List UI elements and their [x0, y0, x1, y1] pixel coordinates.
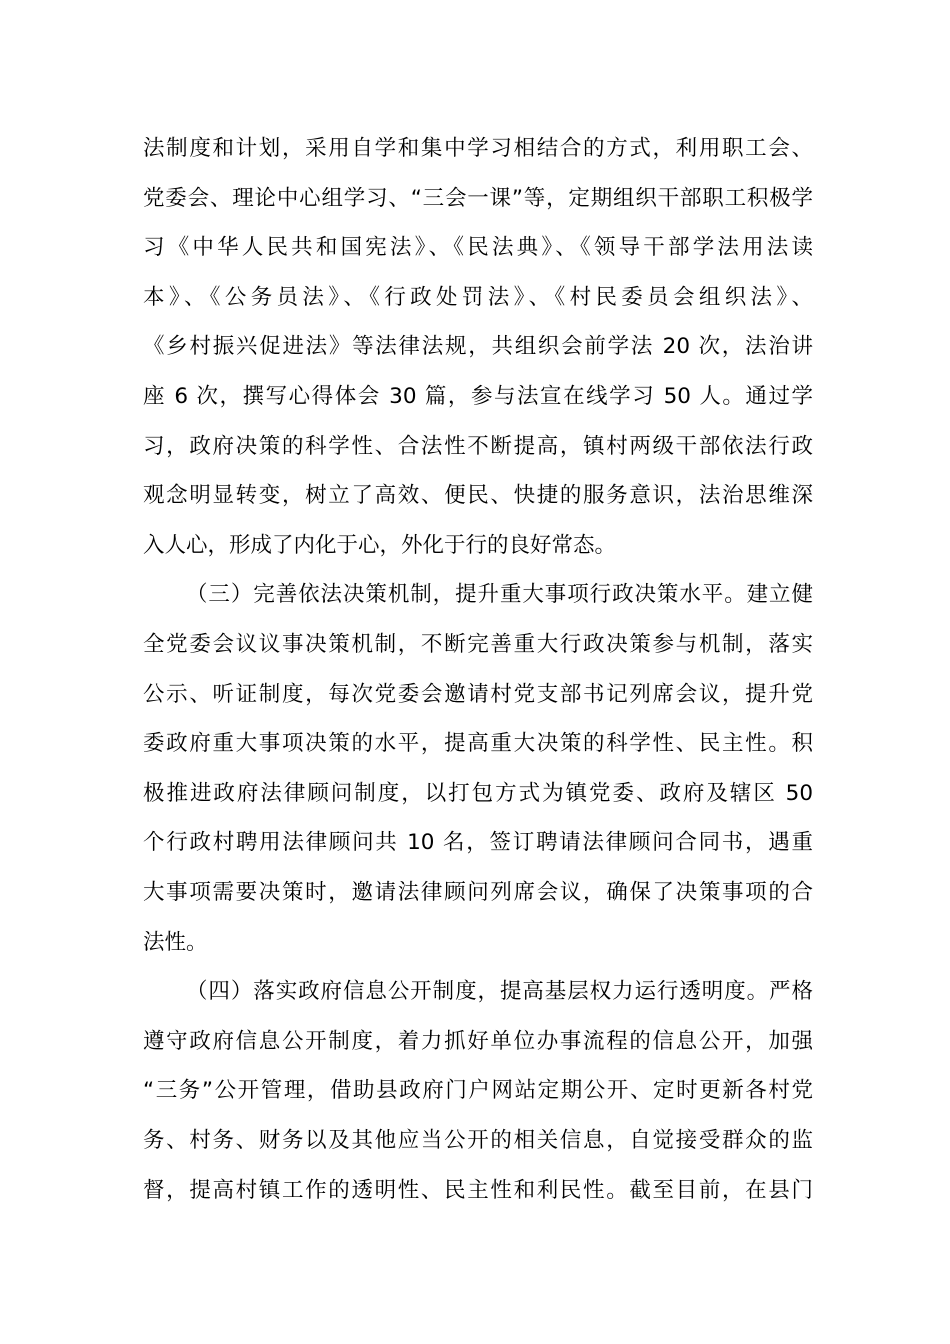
text-line: 法性。	[143, 929, 208, 955]
text-line: 个行政村聘用法律顾问共 10 名，签订聘请法律顾问合同书，遇重	[143, 830, 813, 856]
text-line: 《乡村振兴促进法》等法律法规，共组织会前学法 20 次，法治讲	[143, 334, 813, 360]
text-line: 务、村务、财务以及其他应当公开的相关信息，自觉接受群众的监	[143, 1128, 813, 1153]
text-line: 座 6 次，撰写心得体会 30 篇，参与法宣在线学习 50 人。通过学	[143, 384, 813, 409]
text-line: 督，提高村镇工作的透明性、民主性和利民性。截至目前，在县门	[143, 1177, 813, 1203]
text-line: 党委会、理论中心组学习、“三会一课”等，定期组织干部职工积极学	[143, 185, 813, 211]
text-line: “三务”公开管理，借助县政府门户网站定期公开、定时更新各村党	[143, 1078, 813, 1104]
text-line: 习《中华人民共和国宪法》、《民法典》、《领导干部学法用法读	[143, 235, 813, 261]
text-line: 本》、《公务员法》、《行政处罚法》、《村民委员会组织法》、	[143, 284, 813, 310]
text-line: 委政府重大事项决策的水平，提高重大决策的科学性、民主性。积	[143, 731, 813, 757]
text-line: （三）完善依法决策机制，提升重大事项行政决策水平。建立健	[186, 582, 813, 608]
text-line: 全党委会议议事决策机制，不断完善重大行政决策参与机制，落实	[143, 632, 813, 657]
text-line: （四）落实政府信息公开制度，提高基层权力运行透明度。严格	[186, 979, 813, 1005]
text-line: 习，政府决策的科学性、合法性不断提高，镇村两级干部依法行政	[143, 433, 813, 459]
text-line: 极推进政府法律顾问制度，以打包方式为镇党委、政府及辖区 50	[143, 780, 813, 806]
text-line: 大事项需要决策时，邀请法律顾问列席会议，确保了决策事项的合	[143, 880, 813, 905]
text-line: 法制度和计划，采用自学和集中学习相结合的方式，利用职工会、	[143, 136, 813, 161]
text-line: 入人心，形成了内化于心，外化于行的良好常态。	[143, 532, 617, 558]
text-line: 公示、听证制度，每次党委会邀请村党支部书记列席会议，提升党	[143, 681, 813, 707]
text-line: 遵守政府信息公开制度，着力抓好单位办事流程的信息公开，加强	[143, 1028, 813, 1054]
text-line: 观念明显转变，树立了高效、便民、快捷的服务意识，法治思维深	[143, 483, 813, 509]
